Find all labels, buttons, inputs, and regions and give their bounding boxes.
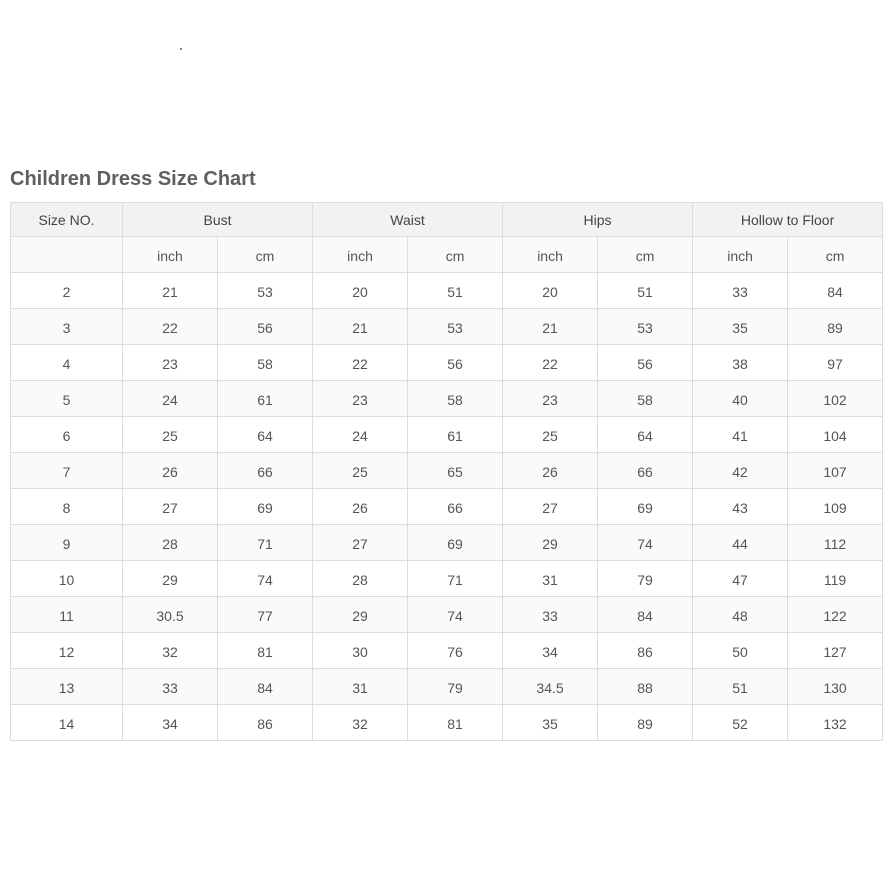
measurement-cell: 44 <box>693 525 788 561</box>
measurement-cell: 31 <box>313 669 408 705</box>
table-row <box>11 633 883 669</box>
size-cell: 2 <box>11 273 123 309</box>
stray-dot <box>180 48 182 50</box>
size-cell: 5 <box>11 381 123 417</box>
measurement-cell: 77 <box>218 597 313 633</box>
size-cell: 7 <box>11 453 123 489</box>
size-cell: 10 <box>11 561 123 597</box>
header-hips: Hips <box>503 203 693 237</box>
size-cell: 11 <box>11 597 123 633</box>
unit-cell: inch <box>313 237 408 273</box>
measurement-cell: 29 <box>313 597 408 633</box>
measurement-cell: 22 <box>503 345 598 381</box>
measurement-cell: 48 <box>693 597 788 633</box>
measurement-cell: 71 <box>218 525 313 561</box>
measurement-cell: 58 <box>218 345 313 381</box>
header-size-no: Size NO. <box>11 203 123 237</box>
unit-cell: inch <box>693 237 788 273</box>
measurement-cell: 81 <box>408 705 503 741</box>
measurement-cell: 23 <box>503 381 598 417</box>
measurement-cell: 53 <box>408 309 503 345</box>
measurement-cell: 32 <box>313 705 408 741</box>
measurement-cell: 26 <box>313 489 408 525</box>
measurement-cell: 79 <box>598 561 693 597</box>
size-cell: 3 <box>11 309 123 345</box>
measurement-cell: 30 <box>313 633 408 669</box>
measurement-cell: 69 <box>408 525 503 561</box>
header-hollow-to-floor: Hollow to Floor <box>693 203 883 237</box>
measurement-cell: 119 <box>788 561 883 597</box>
measurement-cell: 64 <box>218 417 313 453</box>
measurement-cell: 86 <box>598 633 693 669</box>
table-row <box>11 489 883 525</box>
measurement-cell: 30.5 <box>123 597 218 633</box>
size-cell: 9 <box>11 525 123 561</box>
measurement-cell: 52 <box>693 705 788 741</box>
measurement-cell: 112 <box>788 525 883 561</box>
measurement-cell: 31 <box>503 561 598 597</box>
measurement-cell: 27 <box>503 489 598 525</box>
size-cell: 12 <box>11 633 123 669</box>
measurement-cell: 66 <box>598 453 693 489</box>
measurement-cell: 50 <box>693 633 788 669</box>
measurement-cell: 71 <box>408 561 503 597</box>
measurement-cell: 61 <box>218 381 313 417</box>
measurement-cell: 42 <box>693 453 788 489</box>
header-row <box>11 203 883 237</box>
measurement-cell: 58 <box>598 381 693 417</box>
table-row <box>11 273 883 309</box>
measurement-cell: 53 <box>218 273 313 309</box>
unit-cell: inch <box>503 237 598 273</box>
page-title: Children Dress Size Chart <box>10 168 256 190</box>
measurement-cell: 29 <box>123 561 218 597</box>
measurement-cell: 32 <box>123 633 218 669</box>
measurement-cell: 56 <box>598 345 693 381</box>
size-cell: 13 <box>11 669 123 705</box>
measurement-cell: 89 <box>788 309 883 345</box>
measurement-cell: 22 <box>313 345 408 381</box>
measurement-cell: 27 <box>123 489 218 525</box>
measurement-cell: 25 <box>503 417 598 453</box>
header-bust: Bust <box>123 203 313 237</box>
measurement-cell: 89 <box>598 705 693 741</box>
measurement-cell: 26 <box>503 453 598 489</box>
table-row <box>11 525 883 561</box>
measurement-cell: 23 <box>313 381 408 417</box>
measurement-cell: 21 <box>313 309 408 345</box>
measurement-cell: 76 <box>408 633 503 669</box>
measurement-cell: 34 <box>123 705 218 741</box>
table-row <box>11 597 883 633</box>
measurement-cell: 47 <box>693 561 788 597</box>
unit-cell: cm <box>598 237 693 273</box>
measurement-cell: 27 <box>313 525 408 561</box>
unit-row <box>11 237 883 273</box>
measurement-cell: 66 <box>408 489 503 525</box>
measurement-cell: 102 <box>788 381 883 417</box>
measurement-cell: 22 <box>123 309 218 345</box>
table-row <box>11 705 883 741</box>
measurement-cell: 74 <box>598 525 693 561</box>
measurement-cell: 74 <box>218 561 313 597</box>
table-row <box>11 345 883 381</box>
measurement-cell: 38 <box>693 345 788 381</box>
measurement-cell: 35 <box>503 705 598 741</box>
measurement-cell: 28 <box>123 525 218 561</box>
unit-cell: cm <box>408 237 503 273</box>
size-chart-table <box>10 202 883 741</box>
table-row <box>11 381 883 417</box>
measurement-cell: 25 <box>313 453 408 489</box>
measurement-cell: 84 <box>598 597 693 633</box>
measurement-cell: 34.5 <box>503 669 598 705</box>
measurement-cell: 34 <box>503 633 598 669</box>
measurement-cell: 58 <box>408 381 503 417</box>
measurement-cell: 66 <box>218 453 313 489</box>
measurement-cell: 84 <box>788 273 883 309</box>
measurement-cell: 69 <box>218 489 313 525</box>
measurement-cell: 84 <box>218 669 313 705</box>
table-row <box>11 417 883 453</box>
measurement-cell: 23 <box>123 345 218 381</box>
table-row <box>11 669 883 705</box>
measurement-cell: 28 <box>313 561 408 597</box>
measurement-cell: 132 <box>788 705 883 741</box>
measurement-cell: 24 <box>313 417 408 453</box>
measurement-cell: 109 <box>788 489 883 525</box>
measurement-cell: 64 <box>598 417 693 453</box>
measurement-cell: 25 <box>123 417 218 453</box>
measurement-cell: 21 <box>503 309 598 345</box>
measurement-cell: 24 <box>123 381 218 417</box>
table-row <box>11 309 883 345</box>
measurement-cell: 61 <box>408 417 503 453</box>
unit-cell: cm <box>218 237 313 273</box>
measurement-cell: 29 <box>503 525 598 561</box>
size-cell: 6 <box>11 417 123 453</box>
measurement-cell: 69 <box>598 489 693 525</box>
size-cell: 4 <box>11 345 123 381</box>
measurement-cell: 43 <box>693 489 788 525</box>
measurement-cell: 122 <box>788 597 883 633</box>
measurement-cell: 51 <box>598 273 693 309</box>
measurement-cell: 51 <box>693 669 788 705</box>
measurement-cell: 81 <box>218 633 313 669</box>
measurement-cell: 40 <box>693 381 788 417</box>
unit-cell: cm <box>788 237 883 273</box>
measurement-cell: 88 <box>598 669 693 705</box>
size-cell: 14 <box>11 705 123 741</box>
measurement-cell: 107 <box>788 453 883 489</box>
measurement-cell: 97 <box>788 345 883 381</box>
measurement-cell: 20 <box>313 273 408 309</box>
measurement-cell: 130 <box>788 669 883 705</box>
measurement-cell: 79 <box>408 669 503 705</box>
measurement-cell: 33 <box>503 597 598 633</box>
measurement-cell: 86 <box>218 705 313 741</box>
table-row <box>11 453 883 489</box>
measurement-cell: 65 <box>408 453 503 489</box>
measurement-cell: 33 <box>693 273 788 309</box>
measurement-cell: 56 <box>218 309 313 345</box>
measurement-cell: 104 <box>788 417 883 453</box>
measurement-cell: 35 <box>693 309 788 345</box>
unit-cell-empty <box>11 237 123 273</box>
measurement-cell: 26 <box>123 453 218 489</box>
measurement-cell: 56 <box>408 345 503 381</box>
measurement-cell: 41 <box>693 417 788 453</box>
size-cell: 8 <box>11 489 123 525</box>
measurement-cell: 21 <box>123 273 218 309</box>
measurement-cell: 53 <box>598 309 693 345</box>
measurement-cell: 74 <box>408 597 503 633</box>
measurement-cell: 51 <box>408 273 503 309</box>
table-row <box>11 561 883 597</box>
measurement-cell: 127 <box>788 633 883 669</box>
unit-cell: inch <box>123 237 218 273</box>
measurement-cell: 33 <box>123 669 218 705</box>
header-waist: Waist <box>313 203 503 237</box>
measurement-cell: 20 <box>503 273 598 309</box>
